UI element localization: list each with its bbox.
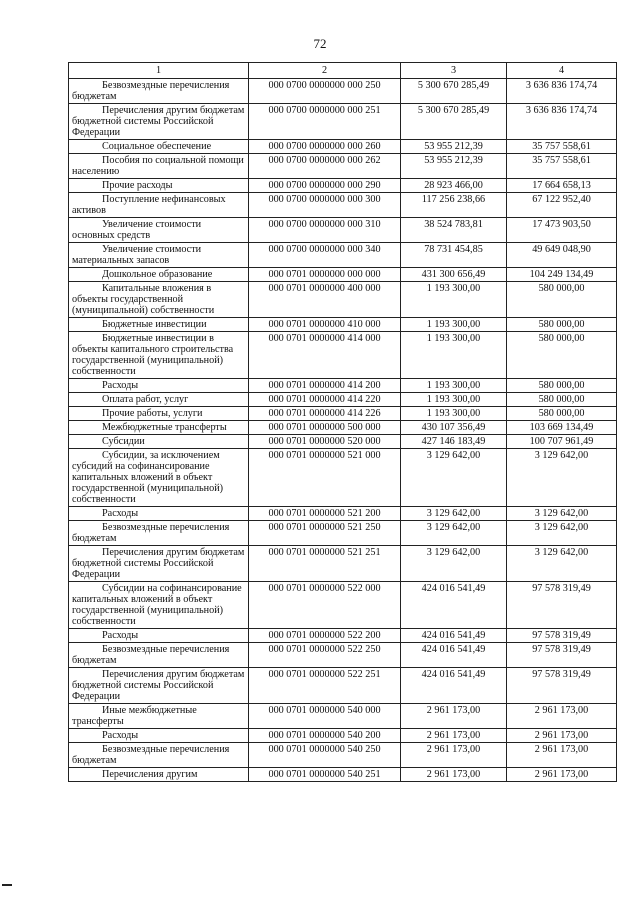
row-name-cell: [69, 218, 249, 243]
row-value-col3: 53 955 212,39: [401, 154, 507, 179]
row-value-col3: 424 016 541,49: [401, 582, 507, 629]
row-name-cell: [69, 743, 249, 768]
row-name-cell: [69, 546, 249, 582]
row-name: Безвозмездные перечисления бюджетам: [72, 744, 230, 766]
row-value-col3: 424 016 541,49: [401, 668, 507, 704]
row-name-cell: [69, 668, 249, 704]
row-value-col4: 35 757 558,61: [507, 154, 617, 179]
row-name: Дошкольное образование: [102, 269, 213, 280]
row-name: Увеличение стоимости основных средств: [72, 219, 202, 241]
row-value-col4: 3 129 642,00: [507, 507, 617, 521]
row-code: 000 0701 0000000 522 251: [249, 668, 401, 704]
row-value-col3: 3 129 642,00: [401, 449, 507, 507]
table-row: [69, 218, 617, 243]
row-name-cell: [69, 643, 249, 668]
row-code: 000 0701 0000000 540 000: [249, 704, 401, 729]
row-value-col3: 1 193 300,00: [401, 379, 507, 393]
row-value-col3: 5 300 670 285,49: [401, 79, 507, 104]
row-value-col4: 2 961 173,00: [507, 743, 617, 768]
table-row: [69, 154, 617, 179]
row-value-col3: 424 016 541,49: [401, 643, 507, 668]
row-value-col3: 424 016 541,49: [401, 629, 507, 643]
row-code: 000 0701 0000000 540 251: [249, 768, 401, 782]
row-code: 000 0701 0000000 540 200: [249, 729, 401, 743]
row-value-col4: 580 000,00: [507, 332, 617, 379]
row-value-col4: 3 636 836 174,74: [507, 104, 617, 140]
table-row: [69, 729, 617, 743]
row-value-col3: 5 300 670 285,49: [401, 104, 507, 140]
row-name-cell: [69, 179, 249, 193]
table-row: [69, 79, 617, 104]
row-name-cell: [69, 629, 249, 643]
row-value-col3: 1 193 300,00: [401, 393, 507, 407]
row-name: Расходы: [102, 730, 139, 741]
page-number: 72: [313, 36, 327, 51]
row-code: 000 0701 0000000 522 250: [249, 643, 401, 668]
row-name-cell: [69, 582, 249, 629]
row-name-cell: [69, 104, 249, 140]
row-code: 000 0700 0000000 000 251: [249, 104, 401, 140]
row-name: Перечисления другим бюджетам бюджетной системы Российской Федерации: [72, 105, 245, 138]
row-code: 000 0701 0000000 400 000: [249, 282, 401, 318]
row-value-col3: 1 193 300,00: [401, 282, 507, 318]
row-code: 000 0701 0000000 522 200: [249, 629, 401, 643]
row-name: Пособия по социальной помощи населению: [72, 155, 244, 177]
row-value-col4: 97 578 319,49: [507, 629, 617, 643]
table-row: [69, 743, 617, 768]
row-code: 000 0700 0000000 000 250: [249, 79, 401, 104]
row-code: 000 0701 0000000 414 200: [249, 379, 401, 393]
row-name-cell: [69, 332, 249, 379]
row-value-col3: 28 923 466,00: [401, 179, 507, 193]
row-name-cell: [69, 449, 249, 507]
table-row: [69, 243, 617, 268]
row-value-col4: 97 578 319,49: [507, 668, 617, 704]
table-header-row: [69, 63, 617, 79]
column-header-4: 4: [507, 63, 617, 79]
row-name: Субсидии на софинансирование капитальных вложений в объект государственной (муниципальной) собственности: [72, 583, 242, 627]
row-value-col4: 104 249 134,49: [507, 268, 617, 282]
table-row: [69, 668, 617, 704]
row-name: Безвозмездные перечисления бюджетам: [72, 644, 230, 666]
row-code: 000 0701 0000000 521 200: [249, 507, 401, 521]
row-name-cell: [69, 140, 249, 154]
row-name-cell: [69, 243, 249, 268]
row-name: Бюджетные инвестиции: [102, 319, 207, 330]
row-value-col4: 2 961 173,00: [507, 729, 617, 743]
row-value-col4: 49 649 048,90: [507, 243, 617, 268]
row-name: Бюджетные инвестиции в объекты капитального строительства государственной (муниципальной) собственности: [72, 333, 234, 377]
table-row: [69, 704, 617, 729]
row-name: Капитальные вложения в объекты государственной (муниципальной) собственности: [72, 283, 215, 316]
row-code: 000 0700 0000000 000 300: [249, 193, 401, 218]
row-value-col4: 3 636 836 174,74: [507, 79, 617, 104]
row-name-cell: [69, 768, 249, 782]
row-value-col4: 2 961 173,00: [507, 704, 617, 729]
row-code: 000 0701 0000000 521 250: [249, 521, 401, 546]
table-row: [69, 507, 617, 521]
table-row: [69, 332, 617, 379]
row-value-col3: 3 129 642,00: [401, 546, 507, 582]
row-code: 000 0701 0000000 540 250: [249, 743, 401, 768]
table-row: [69, 193, 617, 218]
row-value-col4: 35 757 558,61: [507, 140, 617, 154]
row-value-col3: 430 107 356,49: [401, 421, 507, 435]
row-value-col3: 38 524 783,81: [401, 218, 507, 243]
row-value-col4: 103 669 134,49: [507, 421, 617, 435]
row-code: 000 0700 0000000 000 262: [249, 154, 401, 179]
table-row: [69, 643, 617, 668]
row-name-cell: [69, 318, 249, 332]
row-value-col4: 580 000,00: [507, 393, 617, 407]
row-value-col3: 53 955 212,39: [401, 140, 507, 154]
row-code: 000 0700 0000000 000 260: [249, 140, 401, 154]
table-row: [69, 629, 617, 643]
row-value-col4: 2 961 173,00: [507, 768, 617, 782]
row-value-col4: 580 000,00: [507, 282, 617, 318]
row-name-cell: [69, 421, 249, 435]
row-code: 000 0701 0000000 522 000: [249, 582, 401, 629]
table-row: [69, 521, 617, 546]
row-name: Иные межбюджетные трансферты: [72, 705, 197, 727]
row-value-col3: 1 193 300,00: [401, 332, 507, 379]
row-name-cell: [69, 154, 249, 179]
row-value-col3: 2 961 173,00: [401, 743, 507, 768]
row-code: 000 0701 0000000 500 000: [249, 421, 401, 435]
row-code: 000 0700 0000000 000 340: [249, 243, 401, 268]
row-name: Расходы: [102, 508, 139, 519]
table-row: [69, 768, 617, 782]
row-code: 000 0701 0000000 000 000: [249, 268, 401, 282]
row-code: 000 0700 0000000 000 310: [249, 218, 401, 243]
row-name: Перечисления другим: [102, 769, 198, 780]
table-row: [69, 318, 617, 332]
row-name-cell: [69, 729, 249, 743]
table-row: [69, 282, 617, 318]
row-value-col4: 3 129 642,00: [507, 521, 617, 546]
row-value-col3: 78 731 454,85: [401, 243, 507, 268]
row-code: 000 0701 0000000 521 000: [249, 449, 401, 507]
row-name: Оплата работ, услуг: [102, 394, 189, 405]
table-row: [69, 407, 617, 421]
row-value-col4: 100 707 961,49: [507, 435, 617, 449]
row-name: Расходы: [102, 630, 139, 641]
row-name-cell: [69, 507, 249, 521]
row-name-cell: [69, 193, 249, 218]
row-name-cell: [69, 435, 249, 449]
row-name: Субсидии, за исключением субсидий на софинансирование капитальных вложений в объект государственной (муниципальной) собственности: [72, 450, 224, 505]
row-name: Безвозмездные перечисления бюджетам: [72, 80, 230, 102]
row-value-col3: 1 193 300,00: [401, 318, 507, 332]
table-row: [69, 546, 617, 582]
row-name-cell: [69, 393, 249, 407]
row-name-cell: [69, 521, 249, 546]
row-name-cell: [69, 379, 249, 393]
margin-mark: [2, 884, 12, 886]
row-name-cell: [69, 704, 249, 729]
row-code: 000 0700 0000000 000 290: [249, 179, 401, 193]
column-header-2: 2: [249, 63, 401, 79]
table-row: [69, 421, 617, 435]
table-row: [69, 582, 617, 629]
column-header-3: 3: [401, 63, 507, 79]
row-name: Поступление нефинансовых активов: [72, 194, 226, 216]
row-code: 000 0701 0000000 410 000: [249, 318, 401, 332]
row-name: Субсидии: [102, 436, 145, 447]
row-value-col3: 427 146 183,49: [401, 435, 507, 449]
table-row: [69, 104, 617, 140]
row-name: Расходы: [102, 380, 139, 391]
row-value-col4: 67 122 952,40: [507, 193, 617, 218]
row-value-col4: 3 129 642,00: [507, 546, 617, 582]
row-value-col4: 97 578 319,49: [507, 582, 617, 629]
table-row: [69, 140, 617, 154]
row-name: Прочие расходы: [102, 180, 173, 191]
row-code: 000 0701 0000000 414 220: [249, 393, 401, 407]
budget-table: [68, 62, 617, 782]
row-name-cell: [69, 282, 249, 318]
row-name: Перечисления другим бюджетам бюджетной системы Российской Федерации: [72, 669, 245, 702]
row-code: 000 0701 0000000 520 000: [249, 435, 401, 449]
table-body: [69, 79, 617, 782]
row-value-col3: 2 961 173,00: [401, 768, 507, 782]
row-value-col3: 3 129 642,00: [401, 521, 507, 546]
row-code: 000 0701 0000000 414 000: [249, 332, 401, 379]
row-name: Межбюджетные трансферты: [102, 422, 227, 433]
row-value-col3: 1 193 300,00: [401, 407, 507, 421]
row-name: Прочие работы, услуги: [102, 408, 203, 419]
row-value-col3: 2 961 173,00: [401, 729, 507, 743]
table-row: [69, 393, 617, 407]
row-code: 000 0701 0000000 414 226: [249, 407, 401, 421]
row-name-cell: [69, 79, 249, 104]
table-row: [69, 435, 617, 449]
row-value-col4: 580 000,00: [507, 407, 617, 421]
row-name: Увеличение стоимости материальных запасов: [72, 244, 202, 266]
row-value-col3: 431 300 656,49: [401, 268, 507, 282]
row-name: Социальное обеспечение: [102, 141, 212, 152]
table-row: [69, 268, 617, 282]
row-value-col4: 3 129 642,00: [507, 449, 617, 507]
table-row: [69, 379, 617, 393]
row-name: Перечисления другим бюджетам бюджетной системы Российской Федерации: [72, 547, 245, 580]
row-name: Безвозмездные перечисления бюджетам: [72, 522, 230, 544]
row-value-col4: 17 473 903,50: [507, 218, 617, 243]
column-header-1: 1: [69, 63, 249, 79]
row-name-cell: [69, 268, 249, 282]
row-value-col3: 2 961 173,00: [401, 704, 507, 729]
row-value-col4: 580 000,00: [507, 318, 617, 332]
row-value-col3: 117 256 238,66: [401, 193, 507, 218]
row-value-col4: 97 578 319,49: [507, 643, 617, 668]
table-row: [69, 449, 617, 507]
row-value-col3: 3 129 642,00: [401, 507, 507, 521]
row-value-col4: 580 000,00: [507, 379, 617, 393]
table-row: [69, 179, 617, 193]
row-code: 000 0701 0000000 521 251: [249, 546, 401, 582]
row-value-col4: 17 664 658,13: [507, 179, 617, 193]
row-name-cell: [69, 407, 249, 421]
